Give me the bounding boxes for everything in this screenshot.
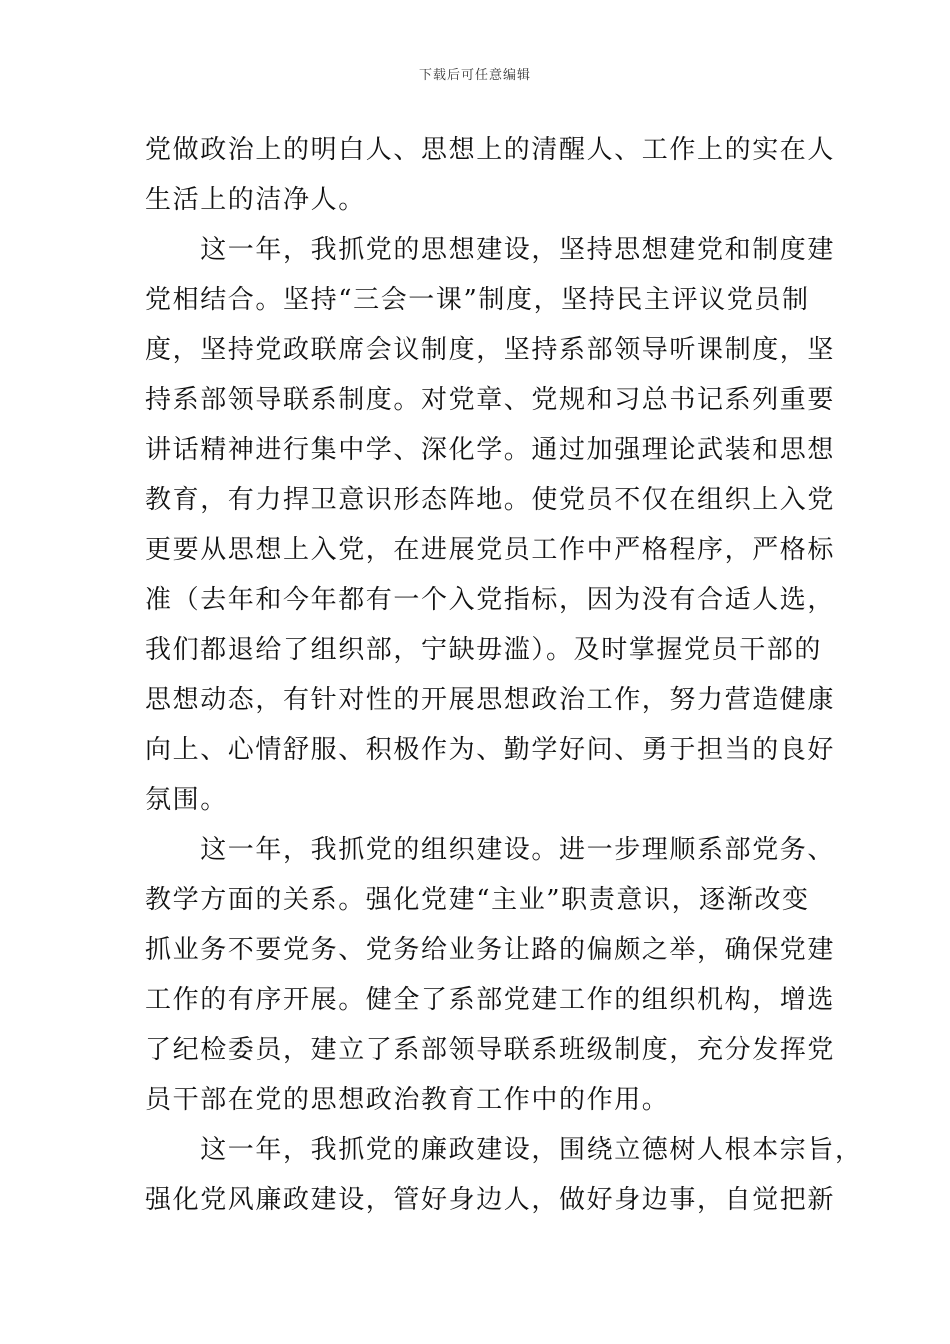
text-line: 准（去年和今年都有一个入党指标，因为没有合适人选， [145, 585, 836, 615]
document-body [145, 125, 863, 1225]
text-line: 讲话精神进行集中学、深化学。通过加强理论武装和思想 [145, 435, 836, 465]
text-line: 持系部领导联系制度。对党章、党规和习总书记系列重要 [145, 385, 836, 415]
text-line: 教学方面的关系。强化党建“主业”职责意识，逐渐改变 [145, 885, 810, 915]
text-line: 这一年，我抓党的组织建设。进一步理顺系部党务、 [145, 835, 836, 865]
text-line: 思想动态，有针对性的开展思想政治工作，努力营造健康 [145, 685, 836, 715]
text-line: 工作的有序开展。健全了系部党建工作的组织机构，增选 [145, 985, 836, 1015]
text-line: 这一年，我抓党的廉政建设，围绕立德树人根本宗旨， [145, 1135, 863, 1165]
text-line: 党做政治上的明白人、思想上的清醒人、工作上的实在人 [145, 135, 836, 165]
text-line: 生活上的洁净人。 [145, 185, 366, 215]
text-line: 教育，有力捍卫意识形态阵地。使党员不仅在组织上入党 [145, 485, 836, 515]
text-line: 员干部在党的思想政治教育工作中的作用。 [145, 1085, 670, 1115]
text-line: 强化党风廉政建设，管好身边人，做好身边事，自觉把新 [145, 1185, 836, 1215]
text-line: 更要从思想上入党，在进展党员工作中严格程序，严格标 [145, 535, 836, 565]
text-line: 氛围。 [145, 785, 228, 815]
text-line: 了纪检委员，建立了系部领导联系班级制度，充分发挥党 [145, 1035, 836, 1065]
text-line: 向上、心情舒服、积极作为、勤学好问、勇于担当的良好 [145, 735, 836, 765]
text-line: 这一年，我抓党的思想建设，坚持思想建党和制度建 [145, 235, 836, 265]
text-line: 党相结合。坚持“三会一课”制度，坚持民主评议党员制 [145, 285, 810, 315]
header-note: 下载后可任意编辑 [418, 68, 531, 83]
text-line: 度，坚持党政联席会议制度，坚持系部领导听课制度，坚 [145, 335, 836, 365]
text-line: 抓业务不要党务、党务给业务让路的偏颇之举，确保党建 [145, 935, 836, 965]
text-line: 我们都退给了组织部，宁缺毋滥）。及时掌握党员干部的 [145, 635, 823, 665]
